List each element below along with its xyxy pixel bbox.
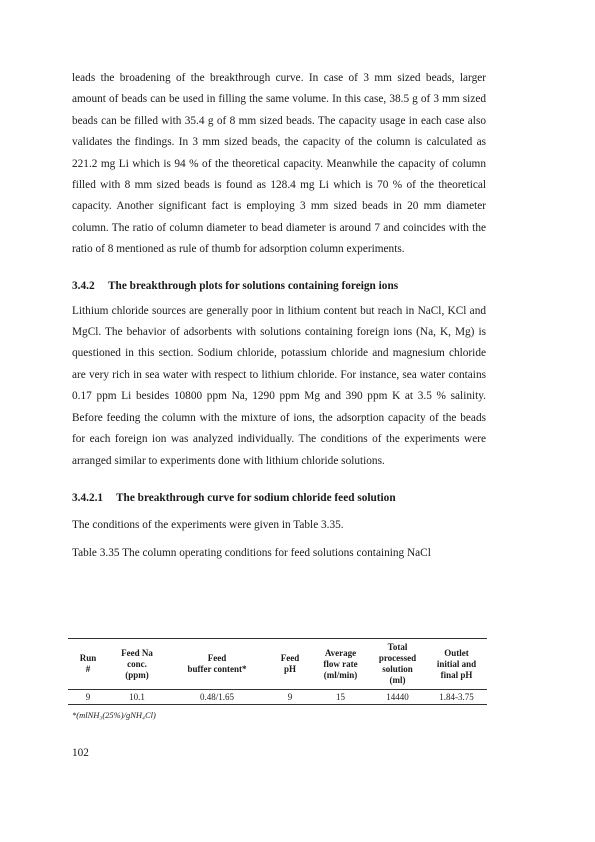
table-cell-run: 9 (68, 690, 108, 705)
table-footnote: *(mlNH₃(25%)/gNH₄Cl) (72, 710, 156, 720)
section-heading-3-4-2 (72, 280, 486, 292)
column-header-feed-na-conc: Feed Na conc. (ppm) (108, 639, 166, 690)
table-cell-flow-rate: 15 (312, 690, 369, 705)
table-cell-outlet-ph: 1.84-3.75 (426, 690, 487, 705)
section-title: The breakthrough plots for solutions containing foreign ions (108, 279, 399, 292)
page-body (72, 68, 486, 559)
column-header-feed-ph: Feed pH (268, 639, 312, 690)
column-header-flow-rate: Average flow rate (ml/min) (312, 639, 369, 690)
table-caption: Table 3.35 The column operating conditions for feed solutions containing NaCl (72, 547, 431, 560)
table-row (68, 690, 487, 705)
table-header-row (68, 639, 487, 690)
page-number: 102 (72, 747, 89, 759)
operating-conditions-table (68, 638, 487, 705)
table-cell-total-solution: 14440 (369, 690, 426, 705)
paragraph-conditions-reference: The conditions of the experiments were given in Table 3.35. (72, 518, 344, 531)
column-header-outlet-ph: Outlet initial and final pH (426, 639, 487, 690)
paragraph-breakthrough-broadening: leads the broadening of the breakthrough curve. In case of 3 mm sized beads, larger amount of beads can be used in filling the same volume. In this case, 38.5 g of 3 mm sized beads can be filled with 35.4 g of 8 mm sized beads. The capacity usage in each case also validates the findings. In 3 mm sized beads, the capacity of the column is calculated as 221.2 mg Li which is 94 % of the theoretical capacity. Meanwhile the capacity of column filled with 8 mm sized beads is found as 128.4 mg Li which is 70 % of the theoretical capacity. Another significant fact is employing 3 mm sized beads in 20 mm diameter column. The ratio of column diameter to bead diameter is around 7 and coincides with the ratio of 8 mentioned as rule of thumb for adsorption column experiments. (72, 72, 486, 256)
table-cell-ph: 9 (268, 690, 312, 705)
section-title: The breakthrough curve for sodium chloride feed solution (116, 491, 396, 504)
table-cell-buffer: 0.48/1.65 (166, 690, 268, 705)
column-header-run: Run # (68, 639, 108, 690)
section-heading-3-4-2-1 (72, 492, 486, 504)
column-header-feed-buffer: Feed buffer content* (166, 639, 268, 690)
paragraph-foreign-ions: Lithium chloride sources are generally poor in lithium content but reach in NaCl, KCl and MgCl. The behavior of adsorbents with solutions containing foreign ions (Na, K, Mg) is questioned in this section. Sodium chloride, potassium chloride and magnesium chloride are very rich in sea water with respect to lithium chloride. For instance, sea water contains 0.17 ppm Li besides 10800 ppm Na, 1290 ppm Mg and 390 ppm K at 3.5 % salinity. Before feeding the column with the mixture of ions, the adsorption capacity of the beads for each foreign ion was analyzed individually. The conditions of the experiments were arranged similar to experiments done with lithium chloride solutions. (72, 304, 486, 467)
column-header-total-solution: Total processed solution (ml) (369, 639, 426, 690)
table-cell-na-conc: 10.1 (108, 690, 166, 705)
section-number: 3.4.2 (72, 279, 95, 292)
section-number: 3.4.2.1 (72, 491, 104, 504)
